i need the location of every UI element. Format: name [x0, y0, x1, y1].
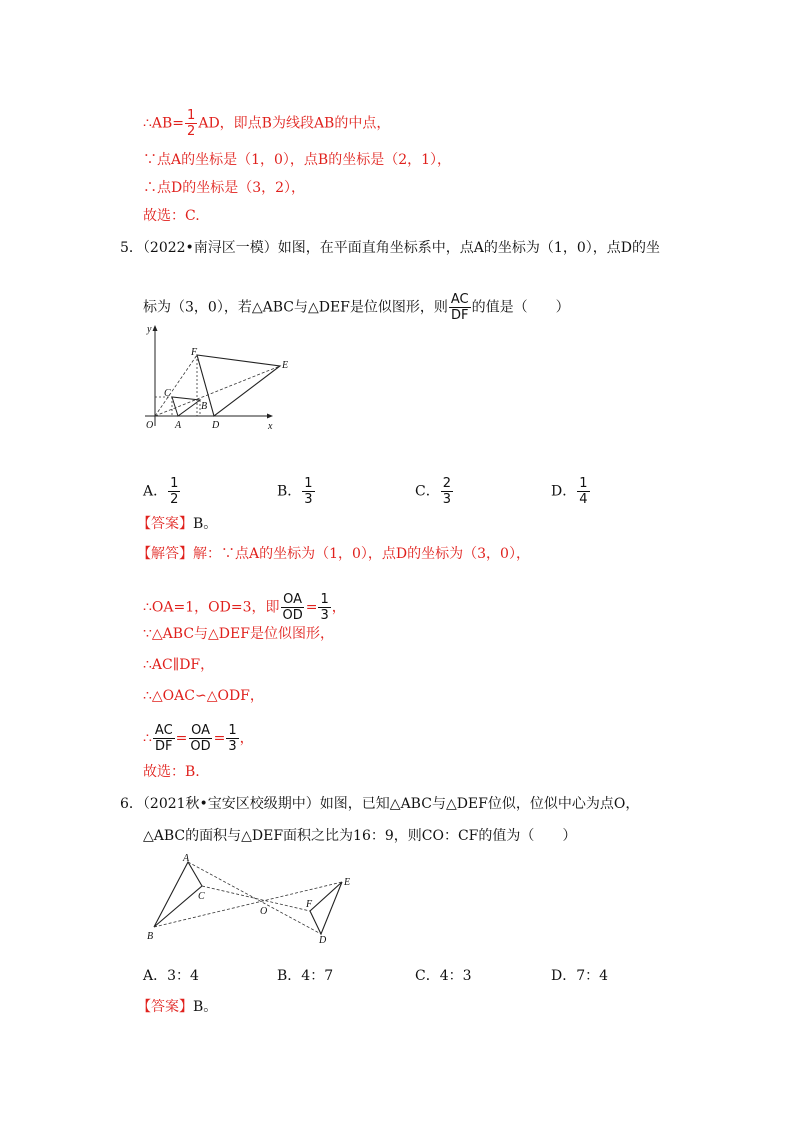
label-c: C [164, 388, 171, 399]
prev-solution-line-2: ∵点A的坐标是（1，0），点B的坐标是（2，1）， [143, 152, 452, 168]
triangle-def [310, 882, 342, 934]
ray-a-d [188, 862, 321, 934]
q5-option-d[interactable]: D． $\frac{1}{4}$ [551, 476, 588, 507]
label-x: x [268, 421, 273, 432]
q5-stem-line-1: 5．（2022•南浔区一模）如图，在平面直角坐标系中，点A的坐标为（1，0），点D的坐 [120, 240, 660, 256]
prev-solution-line-1: ∴AB= $\frac{1}{2}$ AD，即点B为线段AB的中点， [143, 108, 391, 139]
label-b: B [147, 931, 154, 942]
prev-solution-line-4: 故选：C. [143, 208, 200, 224]
fraction-one-half: $\frac{1}{2}$ [187, 108, 196, 139]
q5-number: 5． [120, 240, 143, 256]
ray-c-f [202, 886, 310, 911]
q5-analysis-line-6: ∴ $\frac{AC}{DF}$ = $\frac{OA}{OD}$ = $\frac{1}{3}$ ， [143, 723, 254, 754]
ray-o-e [155, 366, 280, 416]
q5-analysis-line-4: ∴AC∥DF， [143, 657, 215, 673]
q6-figure-homothety [140, 848, 370, 948]
label-y: y [147, 324, 152, 335]
y-axis-arrow-icon [153, 325, 158, 331]
q6-option-c[interactable]: C．4：3 [415, 968, 472, 984]
label-c: C [198, 891, 205, 902]
answer-value: B。 [193, 999, 218, 1015]
q5-analysis-line-3: ∵△ABC与△DEF是位似图形， [143, 626, 334, 642]
answer-tag: 【答案】 [137, 999, 193, 1015]
triangle-def [197, 355, 280, 416]
label-f: F [191, 347, 198, 358]
label-d: D [212, 420, 220, 431]
fraction-ac-df: $\frac{AC}{DF}$ [450, 292, 469, 323]
answer-value: B。 [193, 516, 218, 532]
label-d: D [319, 935, 327, 946]
q5-analysis-line-1: 【解答】解：∵点A的坐标为（1，0），点D的坐标为（3，0）， [137, 546, 530, 562]
label-b: B [201, 401, 208, 412]
label-f: F [306, 899, 313, 910]
label-a: A [183, 853, 190, 864]
q6-stem-line-2: △ABC的面积与△DEF面积之比为16：9，则CO：CF的值为（ ） [143, 828, 577, 844]
q5-analysis-line-5: ∴△OAC∽△ODF， [143, 688, 264, 704]
prev-solution-line-3: ∴点D的坐标是（3，2）， [143, 180, 306, 196]
q5-stem-line-2: 标为（3，0），若△ABC与△DEF是位似图形，则 $\frac{AC}{DF}$ 的值是（ ） [143, 292, 570, 323]
q6-stem-line-1: 6．（2021秋•宝安区校级期中）如图，已知△ABC与△DEF位似，位似中心为点O， [120, 796, 640, 812]
q5-option-a[interactable]: A． $\frac{1}{2}$ [143, 476, 179, 507]
label-o: O [260, 906, 268, 917]
label-o: O [146, 420, 154, 431]
q5-analysis-line-2: ∴OA=1，OD=3，即 $\frac{OA}{OD}$ = $\frac{1}{3}$ ， [143, 592, 346, 623]
q6-option-d[interactable]: D．7：4 [551, 968, 609, 984]
q6-option-b[interactable]: B．4：7 [277, 968, 334, 984]
q5-analysis-line-7: 故选：B. [143, 764, 200, 780]
analysis-tag: 【解答】 [137, 546, 193, 562]
answer-tag: 【答案】 [137, 516, 193, 532]
q5-figure-coordinate-plane [140, 322, 300, 437]
q6-answer [137, 997, 217, 1017]
q5-option-b[interactable]: B． $\frac{1}{3}$ [277, 476, 313, 507]
q5-option-c[interactable]: C． $\frac{2}{3}$ [415, 476, 451, 507]
label-a: A [175, 420, 182, 431]
triangle-abc [172, 397, 200, 416]
q5-answer [137, 514, 217, 534]
label-e: E [344, 877, 351, 888]
q6-number: 6． [120, 796, 143, 812]
label-e: E [282, 360, 289, 371]
x-axis-arrow-icon [267, 414, 273, 419]
ray-b-e [154, 882, 342, 927]
q6-option-a[interactable]: A．3：4 [143, 968, 199, 984]
